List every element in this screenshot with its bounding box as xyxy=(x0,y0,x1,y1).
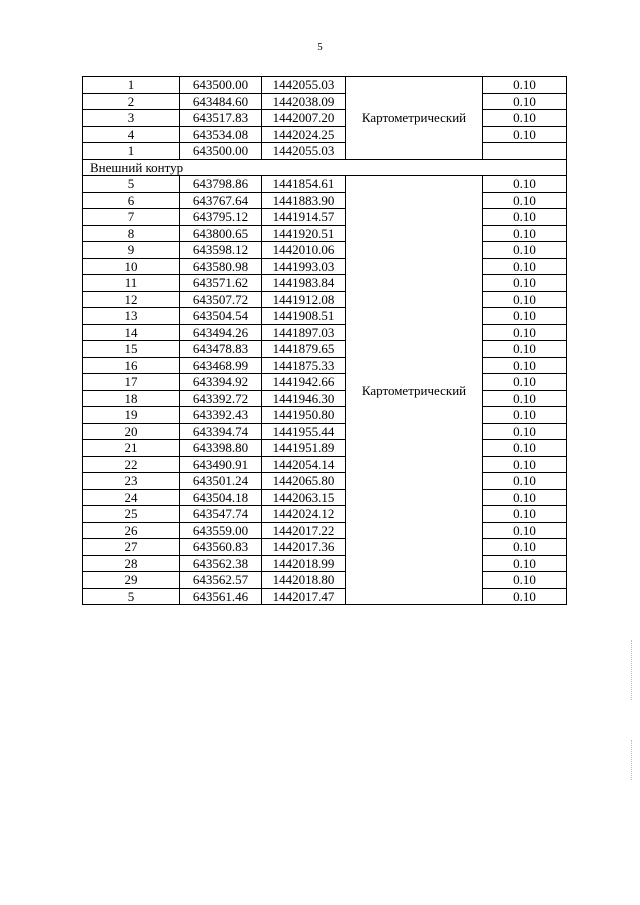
coord-y-cell: 1442017.36 xyxy=(262,539,346,556)
coord-y-cell: 1441912.08 xyxy=(262,291,346,308)
point-number-cell: 18 xyxy=(83,390,180,407)
coord-x-cell: 643517.83 xyxy=(180,110,262,127)
accuracy-cell: 0.10 xyxy=(483,440,567,457)
coord-x-cell: 643392.43 xyxy=(180,407,262,424)
coord-y-cell: 1442055.03 xyxy=(262,77,346,94)
coord-x-cell: 643398.80 xyxy=(180,440,262,457)
point-number-cell: 13 xyxy=(83,308,180,325)
coord-y-cell: 1442010.06 xyxy=(262,242,346,259)
accuracy-cell: 0.10 xyxy=(483,258,567,275)
table-row xyxy=(83,77,567,94)
section-row xyxy=(83,159,567,176)
accuracy-cell: 0.10 xyxy=(483,192,567,209)
table-row xyxy=(83,275,567,292)
coord-x-cell: 643394.92 xyxy=(180,374,262,391)
coord-y-cell: 1441920.51 xyxy=(262,225,346,242)
coord-y-cell: 1442038.09 xyxy=(262,93,346,110)
table-row xyxy=(83,423,567,440)
table-row xyxy=(83,324,567,341)
accuracy-cell: 0.10 xyxy=(483,308,567,325)
coord-y-cell: 1442054.14 xyxy=(262,456,346,473)
table-row xyxy=(83,357,567,374)
point-number-cell: 23 xyxy=(83,473,180,490)
point-number-cell: 20 xyxy=(83,423,180,440)
coord-y-cell: 1441942.66 xyxy=(262,374,346,391)
coord-x-cell: 643562.38 xyxy=(180,555,262,572)
coord-x-cell: 643800.65 xyxy=(180,225,262,242)
point-number-cell: 17 xyxy=(83,374,180,391)
coord-y-cell: 1441950.80 xyxy=(262,407,346,424)
table-row xyxy=(83,242,567,259)
accuracy-cell: 0.10 xyxy=(483,572,567,589)
margin-dots-2 xyxy=(631,740,634,780)
accuracy-cell: 0.10 xyxy=(483,473,567,490)
accuracy-cell: 0.10 xyxy=(483,110,567,127)
table-row xyxy=(83,110,567,127)
coord-y-cell: 1442018.99 xyxy=(262,555,346,572)
coord-y-cell: 1441983.84 xyxy=(262,275,346,292)
accuracy-cell: 0.10 xyxy=(483,242,567,259)
table-row xyxy=(83,572,567,589)
coord-y-cell: 1442017.47 xyxy=(262,588,346,605)
coord-y-cell: 1442007.20 xyxy=(262,110,346,127)
coord-y-cell: 1441993.03 xyxy=(262,258,346,275)
coord-x-cell: 643561.46 xyxy=(180,588,262,605)
point-number-cell: 28 xyxy=(83,555,180,572)
point-number-cell: 26 xyxy=(83,522,180,539)
accuracy-cell: 0.10 xyxy=(483,126,567,143)
accuracy-cell: 0.10 xyxy=(483,225,567,242)
point-number-cell: 15 xyxy=(83,341,180,358)
accuracy-cell: 0.10 xyxy=(483,555,567,572)
accuracy-cell: 0.10 xyxy=(483,275,567,292)
table-row xyxy=(83,588,567,605)
accuracy-cell: 0.10 xyxy=(483,588,567,605)
coord-y-cell: 1441914.57 xyxy=(262,209,346,226)
table-row xyxy=(83,390,567,407)
point-number-cell: 21 xyxy=(83,440,180,457)
coord-x-cell: 643500.00 xyxy=(180,77,262,94)
coord-y-cell: 1442024.25 xyxy=(262,126,346,143)
table-row xyxy=(83,456,567,473)
accuracy-cell: 0.10 xyxy=(483,456,567,473)
accuracy-cell: 0.10 xyxy=(483,423,567,440)
coord-y-cell: 1441955.44 xyxy=(262,423,346,440)
accuracy-cell: 0.10 xyxy=(483,489,567,506)
coord-y-cell: 1442065.80 xyxy=(262,473,346,490)
table-row xyxy=(83,209,567,226)
table-row xyxy=(83,539,567,556)
coord-x-cell: 643795.12 xyxy=(180,209,262,226)
coord-x-cell: 643559.00 xyxy=(180,522,262,539)
accuracy-cell: 0.10 xyxy=(483,176,567,193)
method-cell: Картометрический xyxy=(346,176,483,605)
page-number: 5 xyxy=(317,41,323,53)
point-number-cell: 1 xyxy=(83,77,180,94)
margin-dots-1 xyxy=(631,640,634,700)
accuracy-cell: 0.10 xyxy=(483,324,567,341)
coord-y-cell: 1441879.65 xyxy=(262,341,346,358)
coord-x-cell: 643490.91 xyxy=(180,456,262,473)
accuracy-cell: 0.10 xyxy=(483,93,567,110)
coord-x-cell: 643547.74 xyxy=(180,506,262,523)
table-row xyxy=(83,143,567,160)
coord-x-cell: 643392.72 xyxy=(180,390,262,407)
table-row xyxy=(83,225,567,242)
coord-x-cell: 643484.60 xyxy=(180,93,262,110)
method-cell: Картометрический xyxy=(346,77,483,160)
accuracy-cell: 0.10 xyxy=(483,291,567,308)
coord-y-cell: 1441883.90 xyxy=(262,192,346,209)
point-number-cell: 25 xyxy=(83,506,180,523)
point-number-cell: 16 xyxy=(83,357,180,374)
coordinates-table-body xyxy=(83,77,567,605)
section-title-cell: Внешний контур xyxy=(83,159,567,176)
point-number-cell: 12 xyxy=(83,291,180,308)
point-number-cell: 2 xyxy=(83,93,180,110)
accuracy-cell: 0.10 xyxy=(483,374,567,391)
coord-x-cell: 643504.18 xyxy=(180,489,262,506)
coord-y-cell: 1442055.03 xyxy=(262,143,346,160)
point-number-cell: 29 xyxy=(83,572,180,589)
point-number-cell: 6 xyxy=(83,192,180,209)
table-row xyxy=(83,258,567,275)
table-row xyxy=(83,522,567,539)
coord-y-cell: 1442024.12 xyxy=(262,506,346,523)
coord-x-cell: 643580.98 xyxy=(180,258,262,275)
table-row xyxy=(83,489,567,506)
coord-x-cell: 643767.64 xyxy=(180,192,262,209)
accuracy-cell xyxy=(483,143,567,160)
point-number-cell: 11 xyxy=(83,275,180,292)
point-number-cell: 5 xyxy=(83,176,180,193)
accuracy-cell: 0.10 xyxy=(483,341,567,358)
accuracy-cell: 0.10 xyxy=(483,522,567,539)
coord-x-cell: 643478.83 xyxy=(180,341,262,358)
coord-y-cell: 1441897.03 xyxy=(262,324,346,341)
table-row xyxy=(83,374,567,391)
table-row xyxy=(83,555,567,572)
point-number-cell: 24 xyxy=(83,489,180,506)
table-row xyxy=(83,440,567,457)
accuracy-cell: 0.10 xyxy=(483,357,567,374)
coord-x-cell: 643571.62 xyxy=(180,275,262,292)
coord-y-cell: 1441908.51 xyxy=(262,308,346,325)
table-row xyxy=(83,341,567,358)
coord-x-cell: 643507.72 xyxy=(180,291,262,308)
table-row xyxy=(83,126,567,143)
point-number-cell: 4 xyxy=(83,126,180,143)
coord-y-cell: 1442018.80 xyxy=(262,572,346,589)
point-number-cell: 5 xyxy=(83,588,180,605)
coord-y-cell: 1441875.33 xyxy=(262,357,346,374)
accuracy-cell: 0.10 xyxy=(483,539,567,556)
table-row xyxy=(83,93,567,110)
point-number-cell: 8 xyxy=(83,225,180,242)
coord-x-cell: 643501.24 xyxy=(180,473,262,490)
point-number-cell: 7 xyxy=(83,209,180,226)
table-row xyxy=(83,291,567,308)
table-row xyxy=(83,176,567,193)
table-row xyxy=(83,473,567,490)
point-number-cell: 22 xyxy=(83,456,180,473)
point-number-cell: 3 xyxy=(83,110,180,127)
accuracy-cell: 0.10 xyxy=(483,506,567,523)
accuracy-cell: 0.10 xyxy=(483,209,567,226)
accuracy-cell: 0.10 xyxy=(483,390,567,407)
coord-x-cell: 643468.99 xyxy=(180,357,262,374)
table-row xyxy=(83,308,567,325)
point-number-cell: 19 xyxy=(83,407,180,424)
coord-x-cell: 643598.12 xyxy=(180,242,262,259)
point-number-cell: 10 xyxy=(83,258,180,275)
table-row xyxy=(83,506,567,523)
point-number-cell: 14 xyxy=(83,324,180,341)
coord-x-cell: 643534.08 xyxy=(180,126,262,143)
coord-y-cell: 1442063.15 xyxy=(262,489,346,506)
coord-x-cell: 643394.74 xyxy=(180,423,262,440)
coord-x-cell: 643494.26 xyxy=(180,324,262,341)
point-number-cell: 1 xyxy=(83,143,180,160)
coord-y-cell: 1441946.30 xyxy=(262,390,346,407)
coord-y-cell: 1441951.89 xyxy=(262,440,346,457)
coord-x-cell: 643798.86 xyxy=(180,176,262,193)
coord-x-cell: 643504.54 xyxy=(180,308,262,325)
accuracy-cell: 0.10 xyxy=(483,77,567,94)
table-row xyxy=(83,192,567,209)
point-number-cell: 27 xyxy=(83,539,180,556)
coordinates-table xyxy=(82,76,567,605)
coord-y-cell: 1442017.22 xyxy=(262,522,346,539)
coord-y-cell: 1441854.61 xyxy=(262,176,346,193)
point-number-cell: 9 xyxy=(83,242,180,259)
accuracy-cell: 0.10 xyxy=(483,407,567,424)
table-row xyxy=(83,407,567,424)
coord-x-cell: 643560.83 xyxy=(180,539,262,556)
coord-x-cell: 643562.57 xyxy=(180,572,262,589)
coord-x-cell: 643500.00 xyxy=(180,143,262,160)
